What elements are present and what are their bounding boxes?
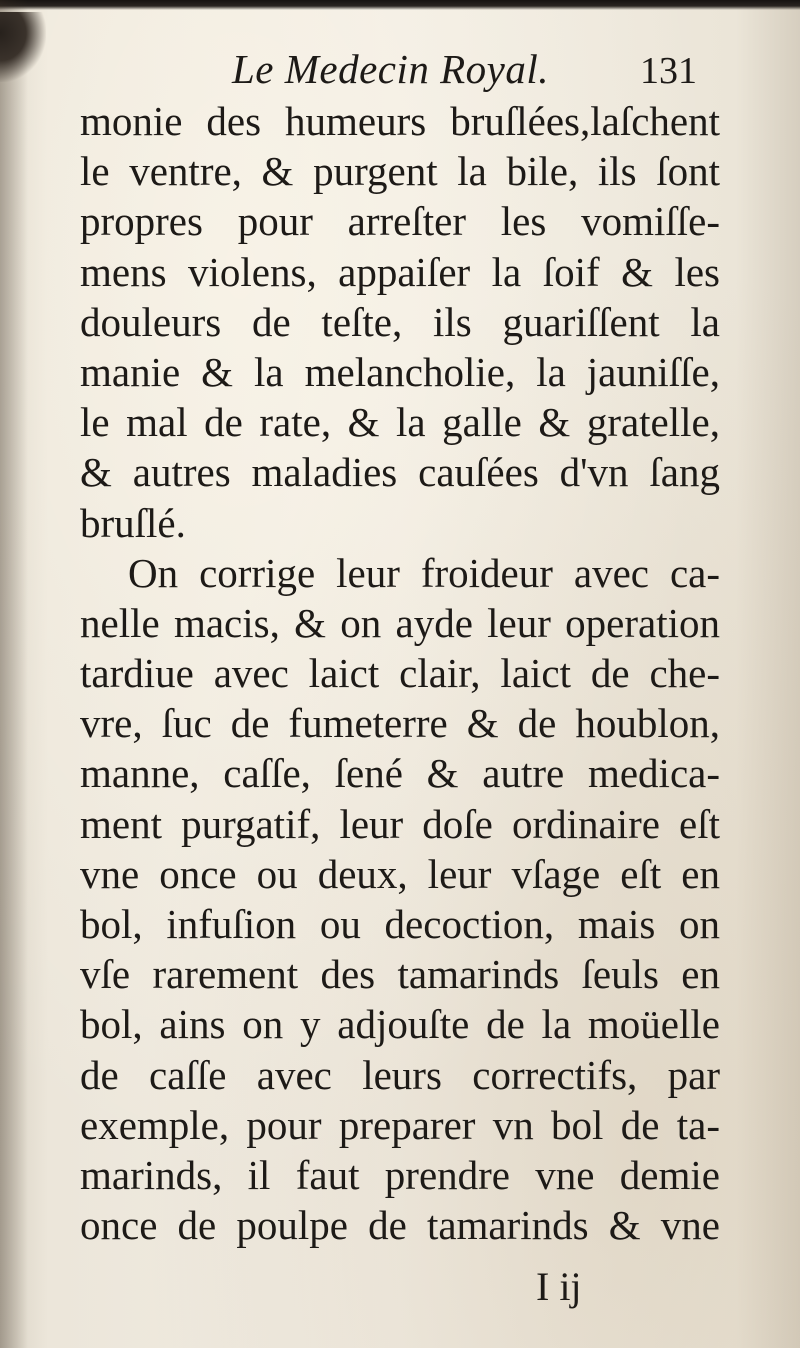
page-number: 131 [640,50,697,92]
text-line: de caſſe avec leurs correctifs, par [80,1051,720,1098]
text-line: vne once ou deux, leur vſage eſt en [80,850,720,897]
text-line: bol, infuſion ou decoction, mais on [80,901,720,947]
text-line: propres pour arreſter les vomiſſe- [80,198,720,245]
text-line: exemple, pour preparer vn bol de ta- [80,1101,720,1148]
signature-mark: I ij [536,1264,582,1309]
paragraph-start-line: On corrige leur froideur avec ca- [128,549,720,596]
text-line: bruſlé. [80,499,186,546]
text-line: marinds, il faut prendre vne demie [80,1151,720,1198]
text-line: monie des humeurs bruſlées,laſchent [80,98,720,144]
page-top-edge [0,0,800,10]
text-line: le ventre, & purgent la bile, ils ſont [80,148,720,195]
gutter-shadow [0,0,28,1348]
running-title: Le Medecin Royal. [232,46,550,92]
text-line: bol, ains on y adjouſte de la moüelle [80,1001,720,1048]
text-line: manne, caſſe, ſené & autre medica- [80,750,720,797]
text-line: le mal de rate, & la galle & gratelle, [80,399,720,446]
text-line: ment purgatif, leur doſe ordinaire eſt [80,800,720,847]
text-line: vre, ſuc de fumeterre & de houblon, [80,700,720,747]
text-line: once de poulpe de tamarinds & vne [80,1202,720,1249]
text-line: & autres maladies cauſées d'vn ſang [80,449,720,496]
text-line: vſe rarement des tamarinds ſeuls en [80,951,720,998]
body-text [80,96,720,1250]
corner-damage [0,12,46,82]
text-line: nelle macis, & on ayde leur operation [80,599,720,646]
text-line: douleurs de teſte, ils guariſſent la [80,298,720,345]
text-line: mens violens, appaiſer la ſoif & les [80,248,720,295]
text-line: tardiue avec laict clair, laict de che- [80,650,720,697]
text-line: manie & la melancholie, la jauniſſe, [80,348,720,395]
